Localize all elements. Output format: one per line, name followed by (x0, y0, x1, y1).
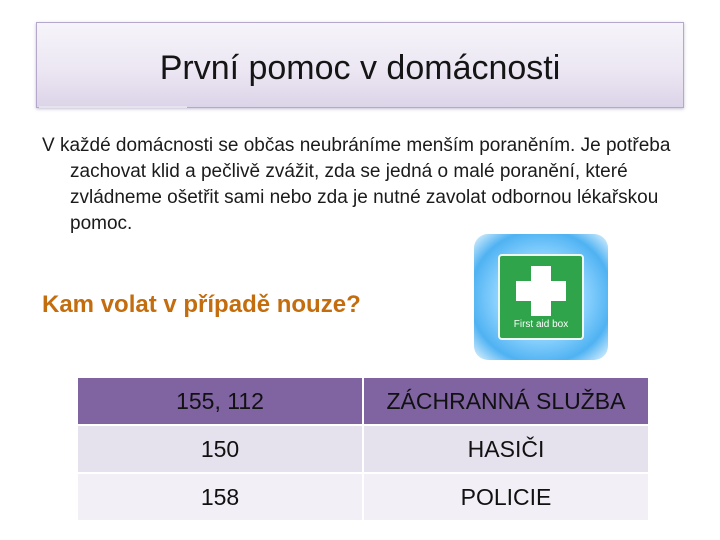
first-aid-sign (498, 254, 584, 340)
emergency-service: POLICIE (363, 473, 648, 520)
emergency-service: ZÁCHRANNÁ SLUŽBA (363, 378, 648, 425)
table-row (78, 425, 648, 473)
emergency-question: Kam volat v případě nouze? (42, 291, 361, 318)
page-title: První pomoc v domácnosti (159, 49, 561, 87)
emergency-number: 155, 112 (78, 378, 363, 425)
table-row (78, 378, 648, 425)
first-aid-box-image (474, 234, 608, 360)
emergency-number: 150 (78, 425, 363, 473)
emergency-service: HASIČI (363, 425, 648, 473)
title-box (36, 22, 684, 108)
first-aid-label: First aid box (513, 319, 569, 330)
emergency-numbers-table (78, 378, 648, 520)
emergency-number: 158 (78, 473, 363, 520)
title-underline (39, 106, 187, 108)
table-row (78, 473, 648, 520)
intro-paragraph: V každé domácnosti se občas neubráníme menším poraněním. Je potřeba zachovat klid a pečlivě zvážit, zda se jedná o malé poranění, které zvládneme ošetřit sami nebo zda je nutné zavolat odbornou lékařskou pomoc. (42, 135, 671, 234)
